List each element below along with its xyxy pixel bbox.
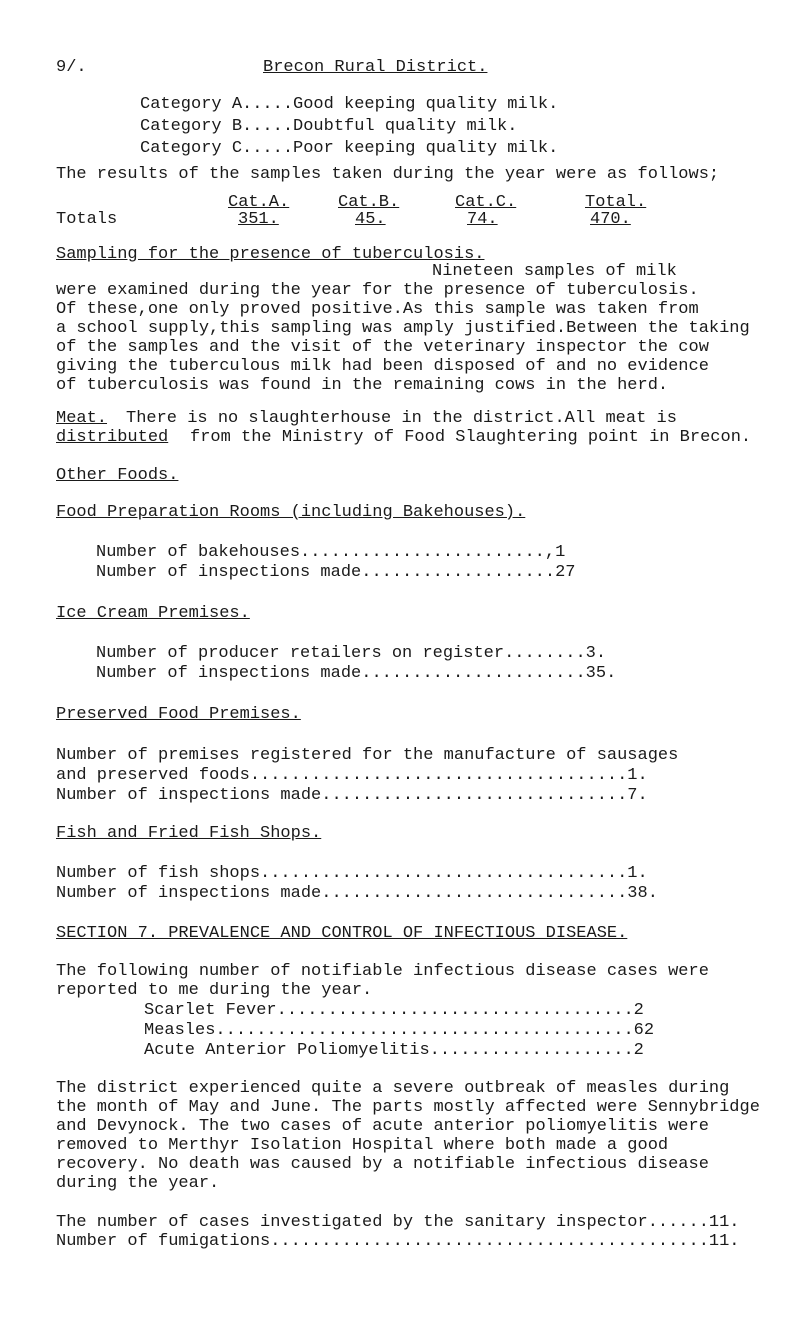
preserved-line: and preserved foods.....................................1. bbox=[56, 766, 648, 785]
preserved-line: Number of inspections made..............................7. bbox=[56, 786, 648, 805]
ice-cream-heading: Ice Cream Premises. bbox=[56, 604, 250, 623]
milk-category-c: Category C.....Poor keeping quality milk. bbox=[140, 139, 559, 158]
tuberculosis-line: of the samples and the visit of the veterinary inspector the cow bbox=[56, 338, 709, 357]
tuberculosis-line: were examined during the year for the presence of tuberculosis. bbox=[56, 281, 699, 300]
milk-category-b: Category B.....Doubtful quality milk. bbox=[140, 117, 518, 136]
tuberculosis-line: of tuberculosis was found in the remaining cows in the herd. bbox=[56, 376, 669, 395]
section7-para-line: the month of May and June. The parts mostly affected were Sennybridge bbox=[56, 1098, 760, 1117]
fish-line: Number of inspections made..............................38. bbox=[56, 884, 658, 903]
disease-line: Measles.........................................62 bbox=[144, 1021, 655, 1040]
section7-closing-line: The number of cases investigated by the sanitary inspector......11. bbox=[56, 1213, 740, 1232]
disease-line: Scarlet Fever...................................2 bbox=[144, 1001, 644, 1020]
table-cell-cat-c: 74. bbox=[467, 210, 498, 229]
other-foods-heading: Other Foods. bbox=[56, 466, 179, 485]
table-header-cat-c: Cat.C. bbox=[455, 193, 517, 212]
ice-cream-line: Number of producer retailers on register........3. bbox=[96, 644, 607, 663]
food-prep-line: Number of inspections made...................27 bbox=[96, 563, 576, 582]
table-cell-cat-a: 351. bbox=[238, 210, 279, 229]
table-header-cat-b: Cat.B. bbox=[338, 193, 400, 212]
meat-line: There is no slaughterhouse in the district.All meat is bbox=[126, 409, 677, 428]
tuberculosis-line: giving the tuberculous milk had been disposed of and no evidence bbox=[56, 357, 709, 376]
tuberculosis-line: Of these,one only proved positive.As this sample was taken from bbox=[56, 300, 699, 319]
page-number: 9/. bbox=[56, 58, 87, 77]
fish-heading: Fish and Fried Fish Shops. bbox=[56, 824, 322, 843]
table-cell-cat-b: 45. bbox=[355, 210, 386, 229]
section7-para-line: and Devynock. The two cases of acute anterior poliomyelitis were bbox=[56, 1117, 709, 1136]
tuberculosis-line: Nineteen samples of milk bbox=[432, 262, 677, 281]
meat-heading: Meat. bbox=[56, 409, 108, 428]
table-header-total: Total. bbox=[585, 193, 647, 212]
food-prep-heading: Food Preparation Rooms (including Bakehouses). bbox=[56, 503, 526, 522]
section7-para-line: recovery. No death was caused by a notifiable infectious disease bbox=[56, 1155, 709, 1174]
section7-closing-line: Number of fumigations...........................................11. bbox=[56, 1232, 740, 1251]
table-row-label: Totals bbox=[56, 210, 118, 229]
preserved-line: Number of premises registered for the manufacture of sausages bbox=[56, 746, 679, 765]
preserved-heading: Preserved Food Premises. bbox=[56, 705, 301, 724]
food-prep-line: Number of bakehouses........................,1 bbox=[96, 543, 566, 562]
meat-line: from the Ministry of Food Slaughtering point in Brecon. bbox=[190, 428, 752, 447]
section7-para-line: The district experienced quite a severe outbreak of measles during bbox=[56, 1079, 730, 1098]
section7-para-line: removed to Merthyr Isolation Hospital where both made a good bbox=[56, 1136, 669, 1155]
table-cell-total: 470. bbox=[590, 210, 631, 229]
results-intro: The results of the samples taken during the year were as follows; bbox=[56, 165, 720, 184]
milk-category-a: Category A.....Good keeping quality milk. bbox=[140, 95, 559, 114]
ice-cream-line: Number of inspections made......................35. bbox=[96, 664, 617, 683]
fish-line: Number of fish shops....................................1. bbox=[56, 864, 648, 883]
tuberculosis-heading: Sampling for the presence of tuberculosis. bbox=[56, 245, 485, 264]
tuberculosis-line: a school supply,this sampling was amply justified.Between the taking bbox=[56, 319, 750, 338]
table-header-cat-a: Cat.A. bbox=[228, 193, 290, 212]
section7-intro: The following number of notifiable infectious disease cases were bbox=[56, 962, 709, 981]
section7-para-line: during the year. bbox=[56, 1174, 220, 1193]
meat-line-underlined: distributed bbox=[56, 428, 169, 447]
section7-heading: SECTION 7. PREVALENCE AND CONTROL OF INFECTIOUS DISEASE. bbox=[56, 924, 628, 943]
section7-intro: reported to me during the year. bbox=[56, 981, 373, 1000]
page-title: Brecon Rural District. bbox=[263, 58, 488, 77]
disease-line: Acute Anterior Poliomyelitis....................2 bbox=[144, 1041, 644, 1060]
